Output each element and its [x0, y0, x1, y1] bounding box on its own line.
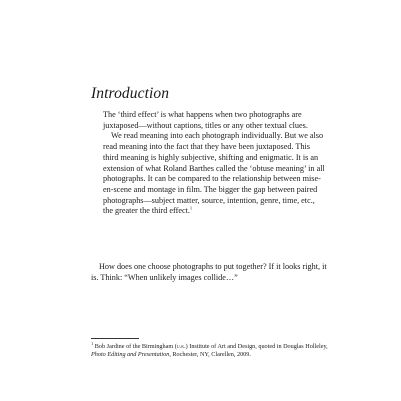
footnote-divider [91, 338, 139, 339]
footnote-number: 1 [91, 340, 94, 346]
footnote-abbr: u.k. [176, 343, 186, 350]
footnote-reference[interactable]: 1 [189, 205, 193, 211]
footnote-book-title: Photo Editing and Presentation [91, 351, 170, 359]
block-quote [103, 110, 325, 217]
quote-paragraph-2 [103, 131, 325, 217]
quote-paragraph-1: The ‘third effect’ is what happens when two photographs are juxtaposed—without captions, titles or any other textual clues. [103, 110, 308, 130]
footnote-text-1: Bob Jardine of the Birmingham ( [94, 343, 177, 350]
body-paragraph: How does one choose photographs to put together? If it looks right, it is. Think: “When unlikely images collide…” [91, 262, 327, 282]
footnote-text-3: , Rochester, NY, Clarellen, 2009. [169, 351, 251, 359]
footnote-text-2: ) Institute of Art and Design, quoted in Douglas Holleley, [185, 343, 328, 350]
footnote [91, 340, 341, 360]
quote-paragraph-2-text: We read meaning into each photograph individually. But we also read meaning into the fact that they have been juxtaposed. This third meaning is highly subjective, shifting and enigmatic. It is an extension of what Roland Barthes called the ‘obtuse meaning’ in all photographs. It can be compared to the relationship between mise-en-scene and montage in film. The bigger the gap between paired photographs—subject matter, source, intention, genre, time, etc., the greater the third effect. [103, 131, 325, 216]
section-heading: Introduction [91, 85, 170, 102]
